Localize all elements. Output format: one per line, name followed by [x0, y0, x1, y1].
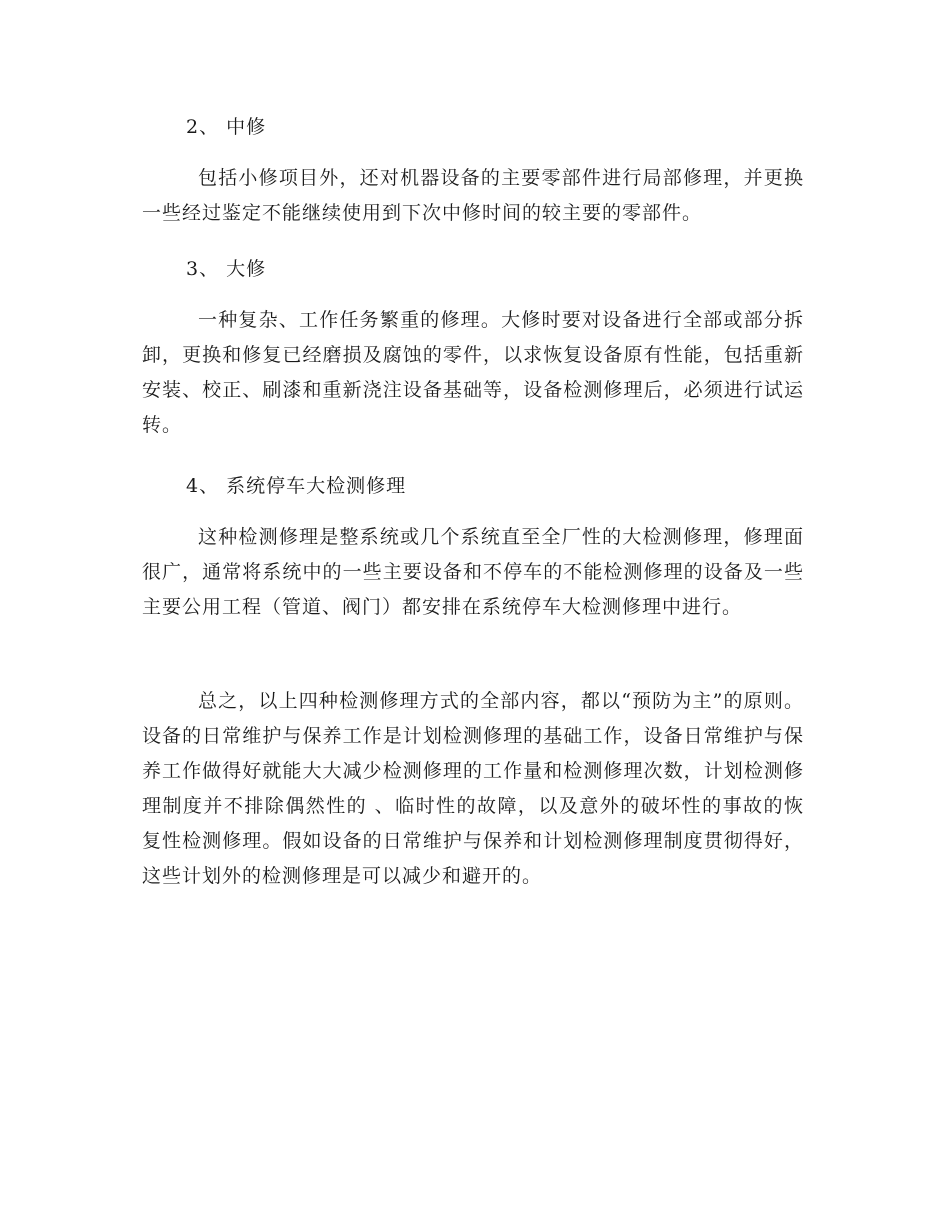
paragraph-medium-repair: 包括小修项目外，还对机器设备的主要零部件进行局部修理，并更换一些经过鉴定不能继续使用到下次中修时间的较主要的零部件。: [142, 167, 804, 224]
paragraph-summary: 总之，以上四种检测修理方式的全部内容，都以“预防为主”的原则。设备的日常维护与保养工作是计划检测修理的基础工作，设备日常维护与保养工作做得好就能大大减少检测修理的工作量和检测修理次数，计划检测修理制度并不排除偶然性的 、临时性的故障，以及意外的破坏性的事故的恢复性检测修理。假如设备的日常维护与保养和计划检测修理制度贯彻得好，这些计划外的检测修理是可以减少和避开的。: [142, 690, 804, 887]
paragraph-major-repair: 一种复杂、工作任务繁重的修理。大修时要对设备进行全部或部分拆卸，更换和修复已经磨损及腐蚀的零件，以求恢复设备原有性能，包括重新安装、校正、刷漆和重新浇注设备基础等，设备检测修理后，必须进行试运转。: [142, 309, 804, 436]
section-heading-major-repair: 3、 大修: [186, 258, 267, 280]
paragraph-system-shutdown-repair: 这种检测修理是整系统或几个系统直至全厂性的大检测修理，修理面很广，通常将系统中的一些主要设备和不停车的不能检测修理的设备及一些主要公用工程（管道、阀门）都安排在系统停车大检测修理中进行。: [142, 526, 804, 618]
section-heading-medium-repair: 2、 中修: [186, 116, 267, 138]
section-heading-system-shutdown-repair: 4、 系统停车大检测修理: [186, 475, 407, 497]
